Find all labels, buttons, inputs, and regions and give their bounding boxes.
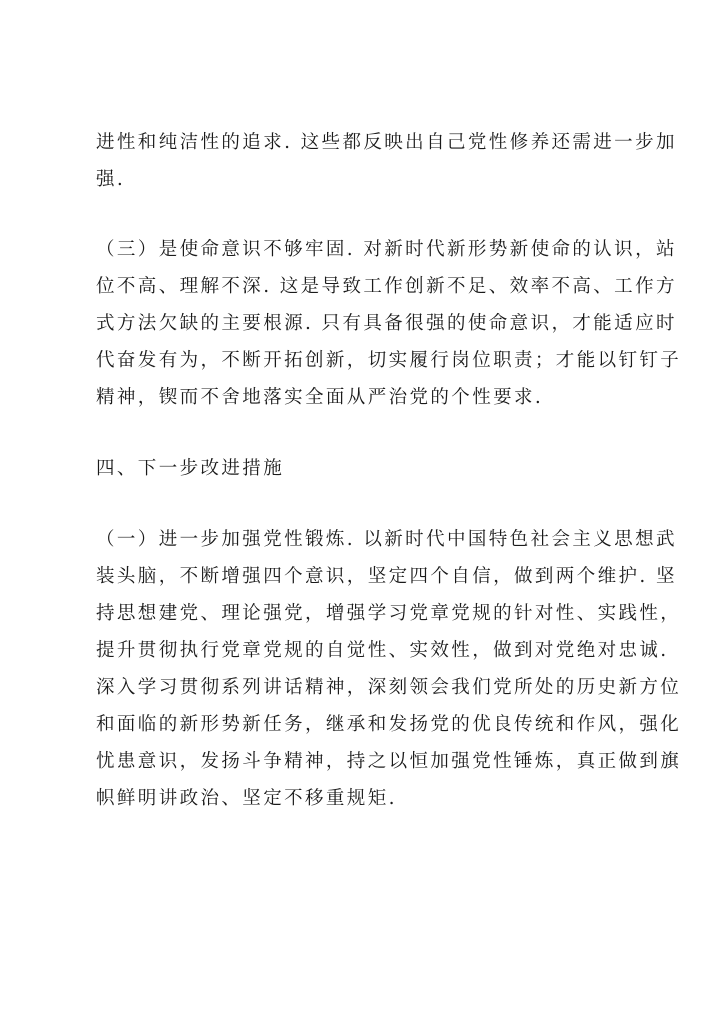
paragraph-mission-awareness — [96, 231, 682, 416]
text-line: 和面临的新形势新任务，继承和发扬党的优良传统和作风，强化 — [96, 714, 682, 735]
paragraph-spacer — [96, 487, 644, 521]
text-line: （一）进一步加强党性锻炼. 以新时代中国特色社会主义思想武 — [96, 529, 677, 550]
text-line: 帜鲜明讲政治、坚定不移重规矩. — [96, 788, 397, 809]
text-line: 精神，锲而不舍地落实全面从严治党的个性要求. — [96, 387, 544, 408]
paragraph-strengthen-party-spirit — [96, 521, 682, 817]
text-line: 式方法欠缺的主要根源. 只有具备很强的使命意识，才能适应时 — [96, 313, 677, 334]
text-line: 持思想建党、理论强党，增强学习党章党规的针对性、实践性， — [96, 603, 682, 624]
text-line: 进性和纯洁性的追求. 这些都反映出自己党性修养还需进一步加 — [96, 132, 677, 153]
paragraph-spacer — [96, 198, 644, 231]
text-line: 强. — [96, 169, 126, 190]
text-line: 提升贯彻执行党章党规的自觉性、实效性，做到对党绝对忠诚. — [96, 640, 669, 661]
text-line: 忧患意识，发扬斗争精神，持之以恒加强党性锤炼，真正做到旗 — [96, 751, 682, 772]
text-line: 装头脑，不断增强四个意识，坚定四个自信，做到两个维护. 坚 — [96, 566, 677, 587]
text-line: （三）是使命意识不够牢固. 对新时代新形势新使命的认识，站 — [96, 239, 677, 260]
paragraph-spacer — [96, 416, 644, 450]
paragraph-party-spirit-continuation — [96, 124, 677, 198]
text-line: 深入学习贯彻系列讲话精神，深刻领会我们党所处的历史新方位 — [96, 677, 682, 698]
text-line: 位不高、理解不深. 这是导致工作创新不足、效率不高、工作方 — [96, 276, 677, 297]
text-line: 代奋发有为，不断开拓创新，切实履行岗位职责；才能以钉钉子 — [96, 350, 682, 371]
document-body — [96, 124, 682, 817]
section-heading: 四、下一步改进措施 — [96, 458, 285, 479]
